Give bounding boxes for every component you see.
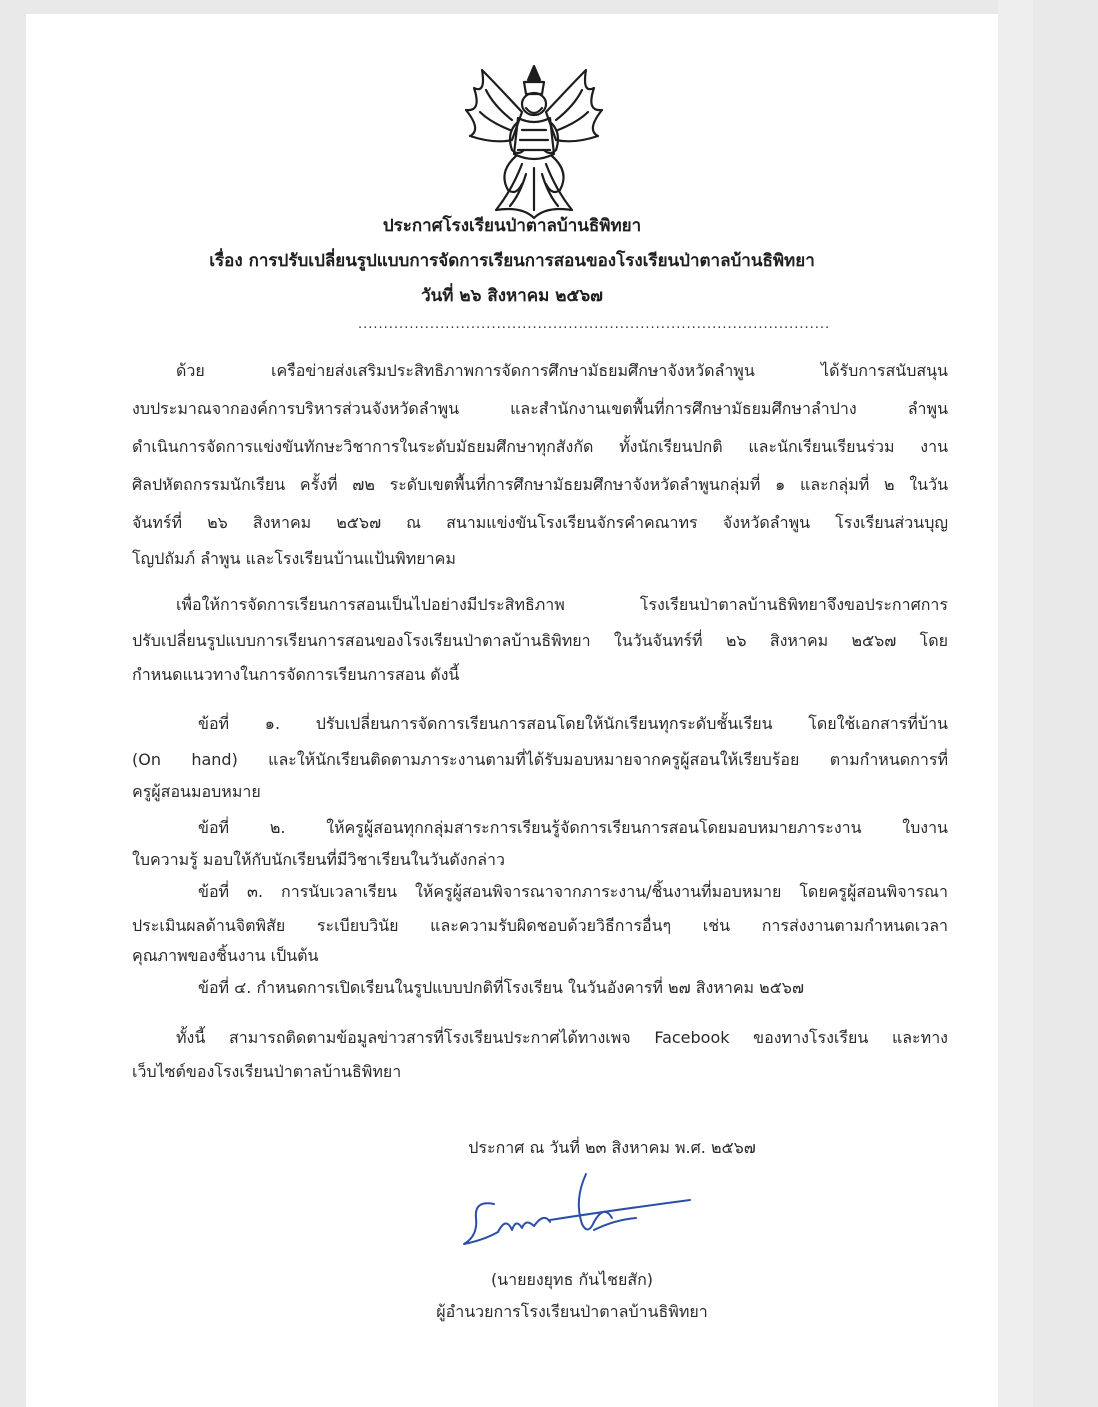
announcement-title: ประกาศโรงเรียนป่าตาลบ้านธิพิทยา (382, 216, 642, 236)
signer-name: (นายยงยุทธ กันไชยสัก) (490, 1270, 654, 1289)
paragraph1-line: ดำเนินการจัดการแข่งขันทักษะวิชาการในระดับมัธยมศึกษาทุกสังกัด ทั้งนักเรียนปกติ และนักเรียนเรียนร่วม งาน (132, 437, 948, 456)
paragraph1-line: โญปถัมภ์ ลำพูน และโรงเรียนบ้านแป้นพิทยาคม (132, 549, 456, 568)
item3-line: ประเมินผลด้านจิตพิสัย ระเบียบวินัย และความรับผิดชอบด้วยวิธีการอื่นๆ เช่น การส่งงานตามกำหนดเวลา (132, 916, 948, 935)
item3-line: ข้อที่ ๓. การนับเวลาเรียน ให้ครูผู้สอนพิจารณาจากภาระงาน/ชิ้นงานที่มอบหมาย โดยครูผู้สอนพิจารณา (198, 882, 948, 901)
announcement-date: วันที่ ๒๖ สิงหาคม ๒๕๖๗ (421, 286, 603, 306)
page-edge (998, 0, 1033, 1407)
item1-line: ข้อที่ ๑. ปรับเปลี่ยนการจัดการเรียนการสอนโดยให้นักเรียนทุกระดับชั้นเรียน โดยใช้เอกสารที่บ้าน (198, 714, 948, 733)
announcement-subject: เรื่อง การปรับเปลี่ยนรูปแบบการจัดการเรียนการสอนของโรงเรียนป่าตาลบ้านธิพิทยา (209, 251, 815, 271)
paragraph1-line: ศิลปหัตถกรรมนักเรียน ครั้งที่ ๗๒ ระดับเขตพื้นที่การศึกษามัธยมศึกษาจังหวัดลำพูนกลุ่มที่ ๑ และกลุ่มที่ ๒ ในวัน (132, 475, 948, 494)
item1-line: (On hand) และให้นักเรียนติดตามภาระงานตามที่ได้รับมอบหมายจากครูผู้สอนให้เรียบร้อย ตามกำหนดการที่ (132, 750, 948, 769)
item2-line: ข้อที่ ๒. ให้ครูผู้สอนทุกกลุ่มสาระการเรียนรู้จัดการเรียนการสอนโดยมอบหมายภาระงาน ใบงาน (198, 818, 948, 837)
garuda-emblem-icon (452, 60, 616, 220)
signer-position: ผู้อำนวยการโรงเรียนป่าตาลบ้านธิพิทยา (436, 1302, 708, 1321)
paragraph1-line: จันทร์ที่ ๒๖ สิงหาคม ๒๕๖๗ ณ สนามแข่งขันโรงเรียนจักรคำคณาทร จังหวัดลำพูน โรงเรียนส่วนบุญ (132, 513, 948, 532)
announcement-issue-date: ประกาศ ณ วันที่ ๒๓ สิงหาคม พ.ศ. ๒๕๖๗ (468, 1138, 756, 1157)
item2-line: ใบความรู้ มอบให้กับนักเรียนที่มีวิชาเรียนในวันดังกล่าว (132, 850, 506, 869)
paragraph2-line: ปรับเปลี่ยนรูปแบบการเรียนการสอนของโรงเรียนป่าตาลบ้านธิพิทยา ในวันจันทร์ที่ ๒๖ สิงหาคม ๒๕๖๗ โดย (132, 631, 948, 650)
document-page (26, 14, 998, 1407)
paragraph3-line: เว็บไซต์ของโรงเรียนป่าตาลบ้านธิพิทยา (132, 1062, 402, 1081)
paragraph2-line: เพื่อให้การจัดการเรียนการสอนเป็นไปอย่างมีประสิทธิภาพ โรงเรียนป่าตาลบ้านธิพิทยาจึงขอประกาศการ (176, 595, 948, 614)
item4-line: ข้อที่ ๔. กำหนดการเปิดเรียนในรูปแบบปกติที่โรงเรียน ในวันอังคารที่ ๒๗ สิงหาคม ๒๕๖๗ (198, 978, 804, 997)
dotted-divider: ............................................................................................ (358, 317, 831, 332)
paragraph1-line: งบประมาณจากองค์การบริหารส่วนจังหวัดลำพูน และสำนักงานเขตพื้นที่การศึกษามัธยมศึกษาลำปาง ลำพูน (132, 399, 948, 418)
item1-line: ครูผู้สอนมอบหมาย (132, 782, 261, 801)
item3-line: คุณภาพของชิ้นงาน เป็นต้น (132, 946, 319, 965)
paragraph3-line: ทั้งนี้ สามารถติดตามข้อมูลข่าวสารที่โรงเรียนประกาศได้ทางเพจ Facebook ของทางโรงเรียน และทาง (176, 1028, 948, 1047)
signature-icon (454, 1160, 694, 1260)
paragraph1-line: ด้วย เครือข่ายส่งเสริมประสิทธิภาพการจัดการศึกษามัธยมศึกษาจังหวัดลำพูน ได้รับการสนับสนุน (176, 361, 948, 380)
paragraph2-line: กำหนดแนวทางในการจัดการเรียนการสอน ดังนี้ (132, 665, 460, 684)
